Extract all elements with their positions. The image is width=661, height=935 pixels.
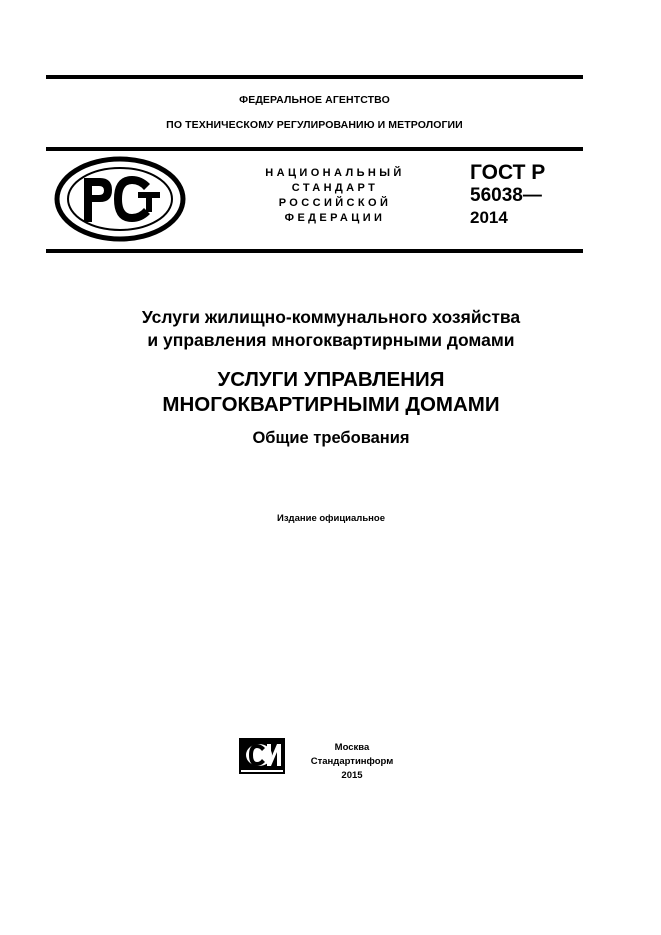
national-line-3: РОССИЙСКОЙ <box>278 197 392 209</box>
series-title <box>46 306 616 352</box>
agency-name-line2: ПО ТЕХНИЧЕСКОМУ РЕГУЛИРОВАНИЮ И МЕТРОЛОГИИ <box>166 119 463 131</box>
publisher-name: Стандартинформ <box>310 756 394 767</box>
national-line-2: СТАНДАРТ <box>291 182 379 194</box>
edition-label: Издание официальное <box>277 513 385 524</box>
subtitle: Общие требования <box>252 429 410 447</box>
gost-designation <box>470 161 545 229</box>
gost-number: 56038— <box>470 185 542 206</box>
series-title-line1: Услуги жилищно-коммунального хозяйства <box>141 307 521 327</box>
main-title-line1: УСЛУГИ УПРАВЛЕНИЯ <box>217 368 445 391</box>
main-title-line2: МНОГОКВАРТИРНЫМИ ДОМАМИ <box>162 393 500 416</box>
national-line-4: ФЕДЕРАЦИИ <box>284 212 386 224</box>
header-rule <box>46 147 583 151</box>
agency-name-line1: ФЕДЕРАЛЬНОЕ АГЕНТСТВО <box>239 94 390 106</box>
gost-label: ГОСТ Р <box>470 161 546 184</box>
national-standard-label <box>250 166 420 226</box>
gost-year: 2014 <box>470 208 508 227</box>
standard-block-rule <box>46 249 583 253</box>
standartinform-logo-icon <box>237 736 287 776</box>
publisher-city: Москва <box>334 742 370 753</box>
top-rule <box>46 75 583 79</box>
publisher-block <box>296 741 408 783</box>
national-line-1: НАЦИОНАЛЬНЫЙ <box>265 167 405 179</box>
rst-logo-icon <box>54 156 186 242</box>
main-title <box>46 367 616 417</box>
series-title-line2: и управления многоквартирными домами <box>147 330 515 350</box>
publisher-year: 2015 <box>341 770 363 781</box>
